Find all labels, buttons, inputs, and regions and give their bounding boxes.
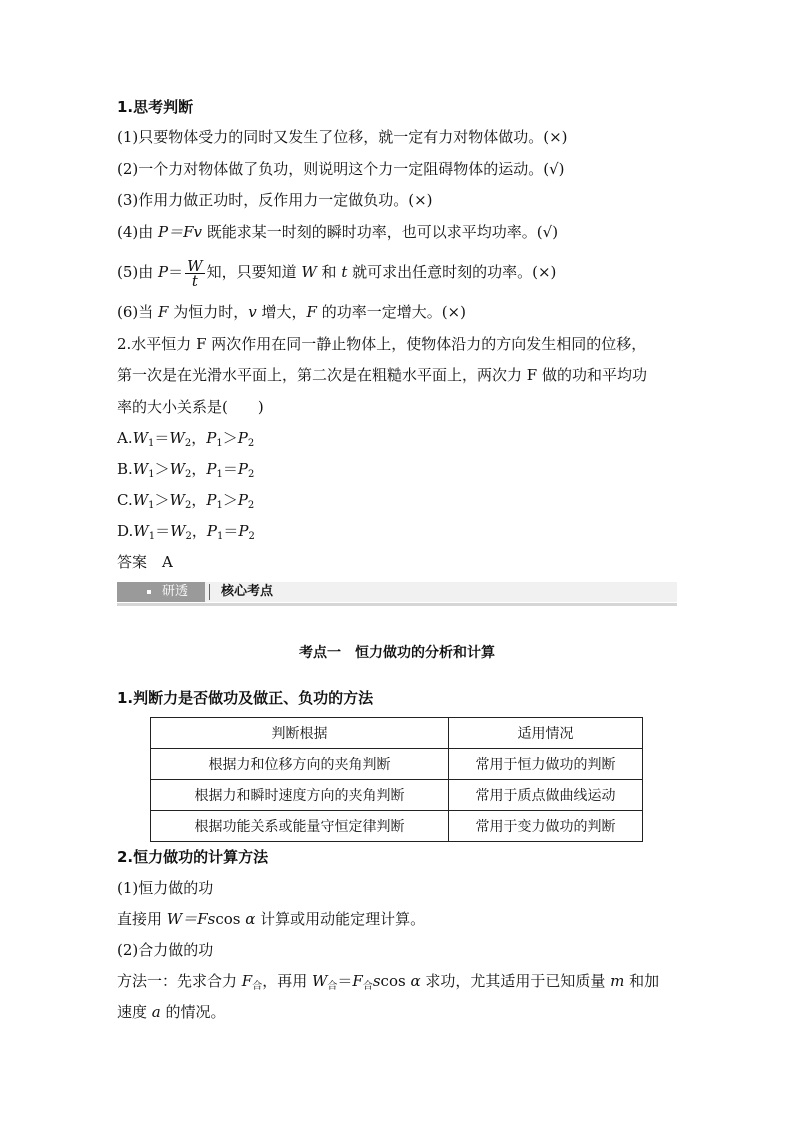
q1-item-6: (6)当 F 为恒力时，v 增大，F 的功率一定增大。(×) xyxy=(117,303,466,321)
banner-title: 核心考点 xyxy=(221,584,274,599)
table-header-cell: 判断根据 xyxy=(151,718,449,749)
banner-tag-label: 研透 xyxy=(162,584,189,599)
table-cell: 根据力和位移方向的夹角判断 xyxy=(151,749,449,780)
table-row xyxy=(151,780,643,811)
q1-item-4: (4)由 P＝Fv 既能求某一时刻的瞬时功率，也可以求平均功率。(√) xyxy=(117,223,559,241)
banner-underline xyxy=(117,603,677,606)
table-header-cell: 适用情况 xyxy=(449,718,643,749)
bullet-icon xyxy=(147,590,151,594)
q2-option-c: $C.W_1>W_2$，$P_1>P_2$ xyxy=(117,491,255,511)
para-direct-formula: 直接用 W＝Fscos α 计算或用动能定理计算。 xyxy=(117,910,426,928)
q2-stem-line-1: 2.水平恒力 F 两次作用在同一静止物体上，使物体沿力的方向发生相同的位移， xyxy=(117,335,647,353)
table-row xyxy=(151,749,643,780)
table-row xyxy=(151,811,643,842)
para-method-1-cont: 速度 a 的情况。 xyxy=(117,1003,226,1021)
para-constant-force: (1)恒力做的功 xyxy=(117,879,214,897)
q2-option-b: $B.W_1>W_2$，$P_1=P_2$ xyxy=(117,460,255,480)
table-cell: 常用于变力做功的判断 xyxy=(449,811,643,842)
q2-option-a: $A.W_1=W_2$，$P_1>P_2$ xyxy=(117,429,255,449)
table-cell: 常用于恒力做功的判断 xyxy=(449,749,643,780)
table-cell: 根据力和瞬时速度方向的夹角判断 xyxy=(151,780,449,811)
q1-item-5: (5)由 P＝ $\frac{W}{t}$ 知，只要知道 W 和 t 就可求出任意时刻的功率。(×) xyxy=(117,256,557,290)
subheading-2: 2.恒力做功的计算方法 xyxy=(117,848,269,866)
q1-item-1: (1)只要物体受力的同时又发生了位移，就一定有力对物体做功。(×) xyxy=(117,128,568,146)
banner-divider xyxy=(209,584,210,600)
para-net-force: (2)合力做的功 xyxy=(117,941,214,959)
q1-item-3: (3)作用力做正功时，反作用力一定做负功。(×) xyxy=(117,191,433,209)
table-cell: 根据功能关系或能量守恒定律判断 xyxy=(151,811,449,842)
q2-answer: 答案 A xyxy=(117,553,173,571)
method-table xyxy=(150,717,643,842)
q1-item-2: (2)一个力对物体做了负功，则说明这个力一定阻碍物体的运动。(√) xyxy=(117,160,565,178)
q2-option-d: $D.W_1=W_2$，$P_1=P_2$ xyxy=(117,522,255,542)
subheading-1: 1.判断力是否做功及做正、负功的方法 xyxy=(117,689,374,707)
q1-title: 1.思考判断 xyxy=(117,98,194,116)
para-method-1: 方法一：先求合力 $F_合$，再用 $W_合=F_合scos$ α 求功，尤其适用于已知质量 m 和加 xyxy=(117,972,660,992)
table-cell: 常用于质点做曲线运动 xyxy=(449,780,643,811)
q2-stem-line-2: 第一次是在光滑水平面上，第二次是在粗糙水平面上，两次力 F 做的功和平均功 xyxy=(117,366,647,384)
power-fraction: $\frac{W}{t}$ xyxy=(187,256,203,290)
q2-stem-line-3: 率的大小关系是( ) xyxy=(117,398,264,416)
banner-tag xyxy=(117,582,205,602)
table-header-row xyxy=(151,718,643,749)
section-heading: 考点一 恒力做功的分析和计算 xyxy=(299,645,495,661)
section-banner xyxy=(117,582,677,602)
